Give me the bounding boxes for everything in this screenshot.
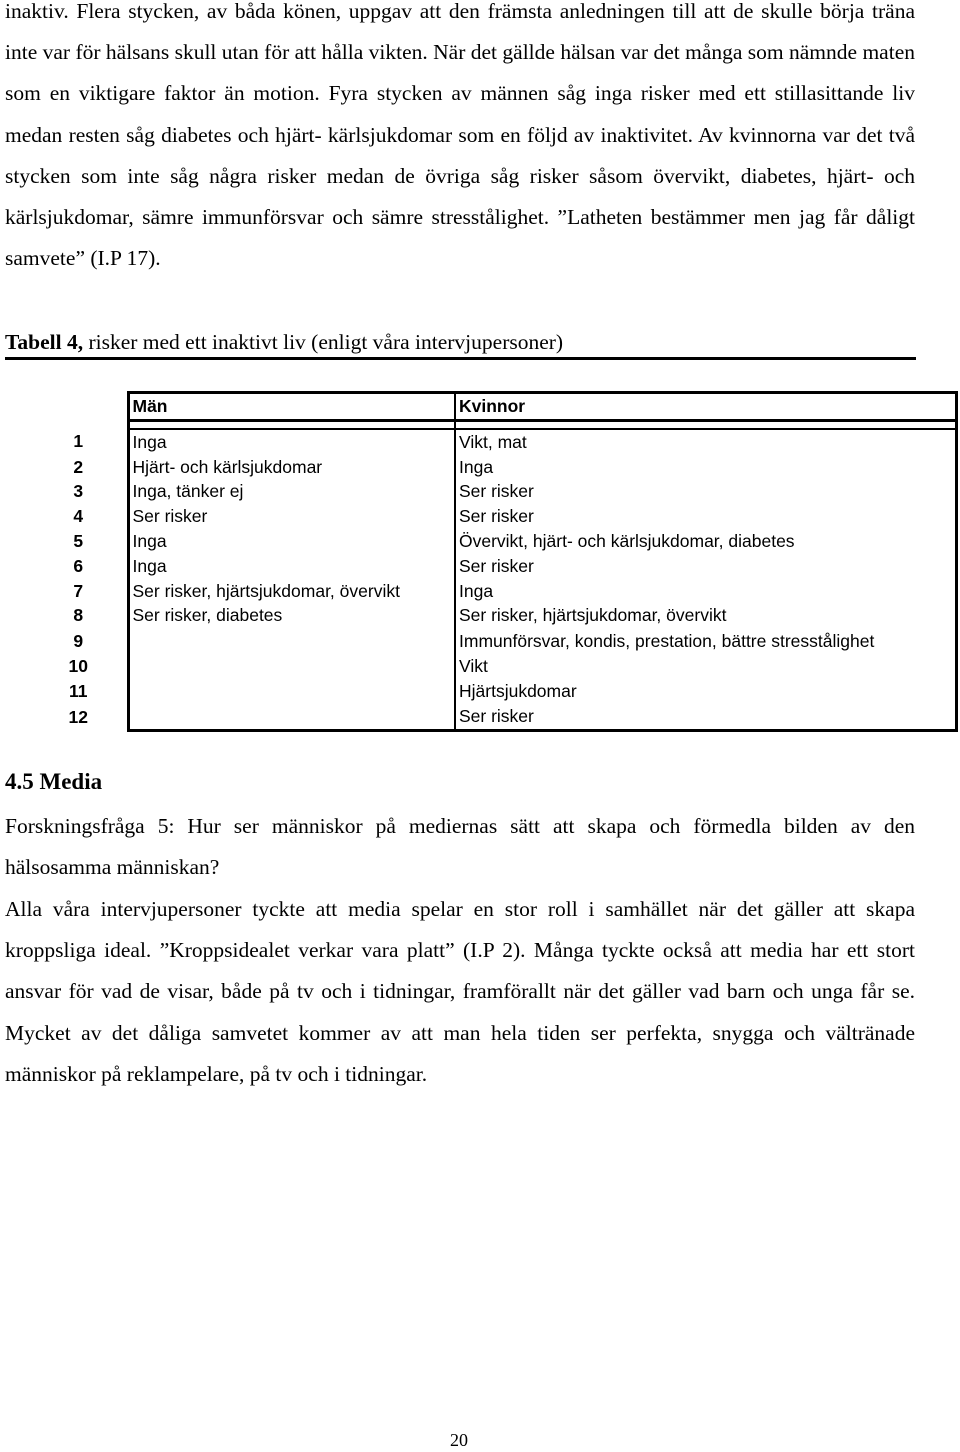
table-row	[30, 654, 956, 679]
cell-men: Inga	[128, 529, 455, 554]
cell-men	[128, 679, 455, 704]
cell-women: Vikt	[455, 654, 956, 679]
cell-men: Ser risker	[128, 504, 455, 529]
section-heading: 4.5 Media	[5, 769, 103, 794]
paragraph-media: Alla våra intervjupersoner tyckte att media spelar en stor roll i samhället när det gäller att skapa kroppsliga ideal. ”Kroppsidealet verkar vara platt” (I.P 2). Många tyckte också att media har ett stort ansvar för vad de visar, både på tv och i tidningar, framförallt när det gäller vad barn och unga får se. Mycket av det dåliga samvetet kommer av att man hela tiden ser perfekta, snygga och vältränade människor på reklampelare, på tv och i tidningar.	[5, 897, 915, 1086]
row-number: 3	[73, 481, 84, 502]
row-number: 9	[73, 630, 84, 651]
table-row	[30, 429, 956, 455]
table-row	[30, 479, 956, 504]
row-number: 10	[68, 656, 88, 677]
table-header-row	[30, 393, 956, 421]
row-number: 1	[73, 431, 84, 452]
cell-women: Ser risker, hjärtsjukdomar, övervikt	[455, 603, 956, 628]
table-row	[30, 579, 956, 604]
cell-women: Vikt, mat	[455, 429, 956, 455]
table-row	[30, 679, 956, 704]
table-caption-label: Tabell 4,	[5, 330, 84, 354]
cell-women: Inga	[455, 455, 956, 480]
cell-men	[128, 628, 455, 654]
table-row	[30, 455, 956, 480]
table-row	[30, 704, 956, 730]
cell-women: Övervikt, hjärt- och kärlsjukdomar, diabetes	[455, 529, 956, 554]
row-number: 2	[73, 456, 84, 477]
page-number: 20	[450, 1430, 468, 1450]
row-number: 4	[73, 506, 84, 527]
row-number: 6	[73, 555, 84, 576]
cell-women: Ser risker	[455, 479, 956, 504]
header-women: Kvinnor	[455, 393, 956, 421]
cell-men: Ser risker, hjärtsjukdomar, övervikt	[128, 579, 455, 604]
cell-men	[128, 704, 455, 730]
table-caption	[5, 322, 925, 362]
cell-women: Ser risker	[455, 504, 956, 529]
cell-women: Hjärtsjukdomar	[455, 679, 956, 704]
table-row	[30, 603, 956, 628]
table-row	[30, 628, 956, 654]
cell-women: Ser risker	[455, 704, 956, 730]
header-men: Män	[128, 393, 455, 421]
cell-women: Inga	[455, 579, 956, 604]
paragraph-research-question: Forskningsfråga 5: Hur ser människor på mediernas sätt att skapa och förmedla bilden av den hälsosamma människan?	[5, 814, 915, 880]
cell-men: Inga	[128, 429, 455, 455]
row-number: 5	[73, 530, 84, 551]
cell-men: Ser risker, diabetes	[128, 603, 455, 628]
cell-men	[128, 654, 455, 679]
cell-men: Hjärt- och kärlsjukdomar	[128, 455, 455, 480]
row-number: 11	[69, 680, 88, 701]
table-row	[30, 529, 956, 554]
paragraph-intro: inaktiv. Flera stycken, av båda könen, uppgav att den främsta anledningen till att de skulle börja träna inte var för hälsans skull utan för att hålla vikten. När det gällde hälsan var det många som nämnde maten som en viktigare faktor än motion. Fyra stycken av männen såg inga risker med ett stillasittande liv medan resten såg diabetes och hjärt- kärlsjukdomar som en följd av inaktivitet. Av kvinnorna var det två stycken som inte såg några risker medan de övriga såg risker såsom övervikt, diabetes, hjärt- och kärlsjukdomar, sämre immunförsvar och sämre stresstålighet. ”Latheten bestämmer men jag får dåligt samvete” (I.P 17).	[5, 0, 915, 271]
table-row	[30, 554, 956, 579]
risk-table	[30, 391, 958, 732]
cell-men: Inga	[128, 554, 455, 579]
row-number: 8	[73, 605, 84, 626]
caption-underline	[5, 357, 916, 360]
cell-men: Inga, tänker ej	[128, 479, 455, 504]
cell-women: Immunförsvar, kondis, prestation, bättre stresstålighet	[455, 628, 956, 654]
table-spacer	[30, 420, 956, 429]
table-row	[30, 504, 956, 529]
cell-women: Ser risker	[455, 554, 956, 579]
table-caption-text: risker med ett inaktivt liv (enligt våra intervjupersoner)	[83, 330, 564, 354]
row-number: 12	[68, 706, 88, 727]
row-number: 7	[73, 580, 84, 601]
